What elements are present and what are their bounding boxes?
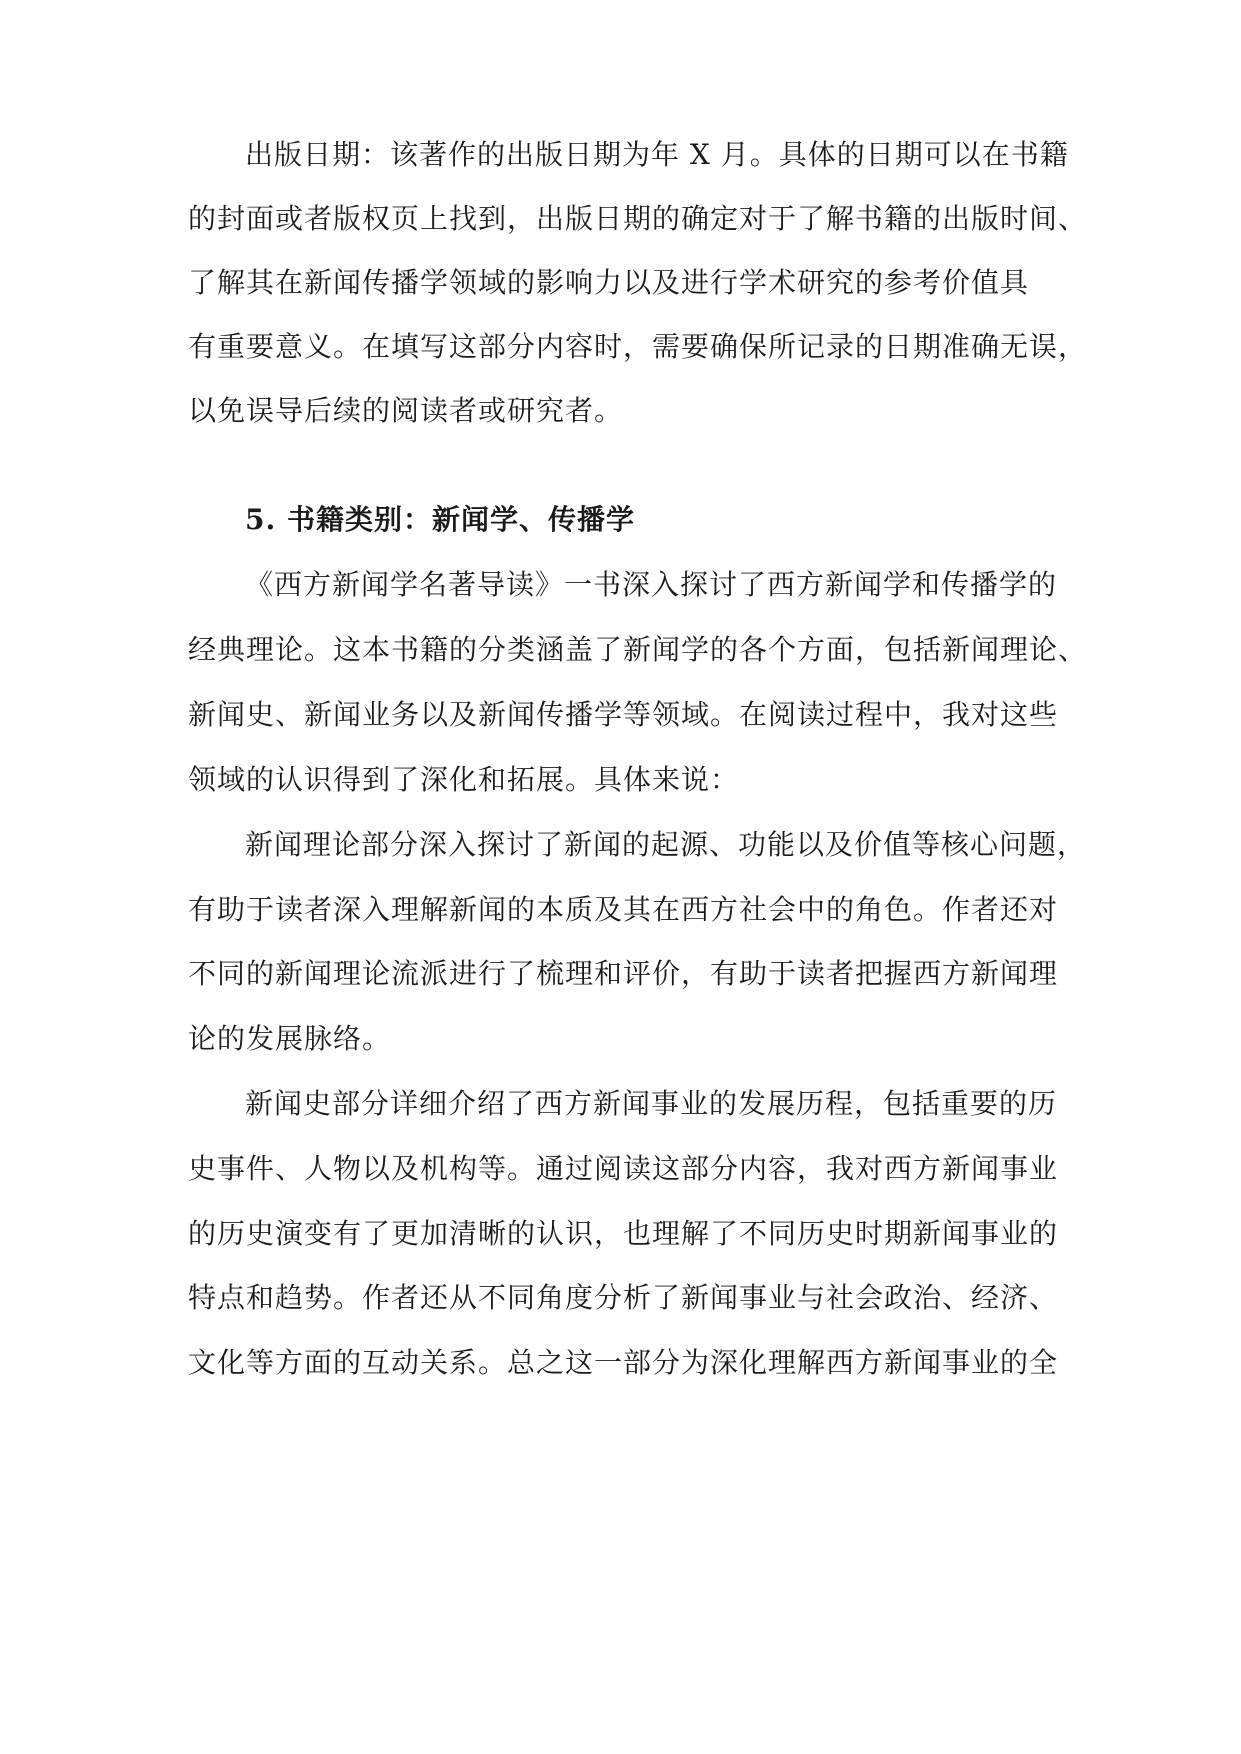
text-line: 的封面或者版权页上找到，出版日期的确定对于了解书籍的出版时间、 bbox=[188, 202, 1088, 235]
text-line: 以免误导后续的阅读者或研究者。 bbox=[188, 394, 624, 427]
text-line: 史事件、人物以及机构等。通过阅读这部分内容，我对西方新闻事业 bbox=[188, 1152, 1059, 1185]
text-line: 特点和趋势。作者还从不同角度分析了新闻事业与社会政治、经济、 bbox=[188, 1281, 1059, 1314]
text-line: 文化等方面的互动关系。总之这一部分为深化理解西方新闻事业的全 bbox=[188, 1346, 1059, 1379]
text-line: 有重要意义。在填写这部分内容时，需要确保所记录的日期准确无误， bbox=[188, 330, 1088, 363]
text-line: 新闻史部分详细介绍了西方新闻事业的发展历程，包括重要的历 bbox=[245, 1087, 1058, 1120]
section-heading: 5. 书籍类别：新闻学、传播学 bbox=[245, 503, 635, 536]
text-line: 领域的认识得到了深化和拓展。具体来说： bbox=[188, 763, 740, 796]
text-line: 论的发展脉络。 bbox=[188, 1022, 392, 1055]
text-line: 不同的新闻理论流派进行了梳理和评价，有助于读者把握西方新闻理 bbox=[188, 957, 1059, 990]
text-line: 有助于读者深入理解新闻的本质及其在西方社会中的角色。作者还对 bbox=[188, 893, 1059, 926]
text-line: 经典理论。这本书籍的分类涵盖了新闻学的各个方面，包括新闻理论、 bbox=[188, 633, 1088, 666]
text-line: 了解其在新闻传播学领域的影响力以及进行学术研究的参考价值具 bbox=[188, 266, 1030, 299]
text-line: 的历史演变有了更加清晰的认识，也理解了不同历史时期新闻事业的 bbox=[188, 1217, 1059, 1250]
text-line: 《西方新闻学名著导读》一书深入探讨了西方新闻学和传播学的 bbox=[245, 568, 1058, 601]
text-line: 新闻史、新闻业务以及新闻传播学等领域。在阅读过程中，我对这些 bbox=[188, 698, 1059, 731]
text-line: 出版日期：该著作的出版日期为年 X 月。具体的日期可以在书籍 bbox=[245, 138, 1069, 171]
text-line: 新闻理论部分深入探讨了新闻的起源、功能以及价值等核心问题， bbox=[245, 828, 1087, 861]
